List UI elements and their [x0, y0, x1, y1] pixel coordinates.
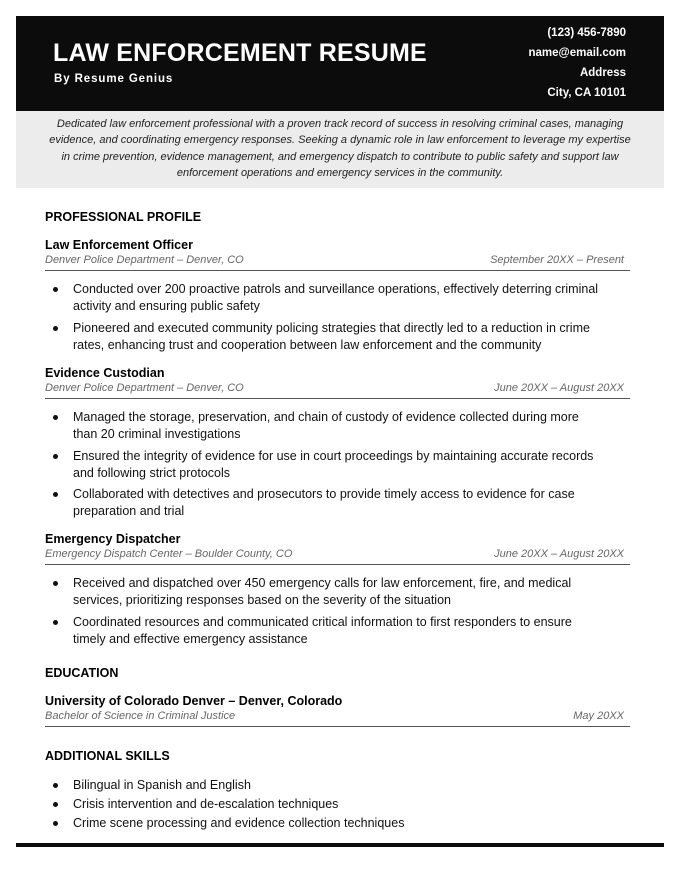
section-heading-profile: PROFESSIONAL PROFILE — [45, 210, 202, 224]
resume-header — [16, 16, 664, 111]
job-bullet-list — [45, 409, 605, 525]
skills-list — [45, 777, 605, 834]
list-item: Bilingual in Spanish and English — [45, 777, 605, 794]
contact-email: name@email.com — [528, 47, 626, 59]
summary-statement: Dedicated law enforcement professional with a proven track record of success in resolving criminal cases, managing evidence, and coordinating emergency responses. Seeking a dynamic role in law enforcement to leverage my expertise in crime prevention, evidence management, and emergency dispatch to contribute to public safety and support law enforcement operations and emergency services in the community. — [16, 111, 664, 188]
job-title: Law Enforcement Officer — [45, 238, 193, 252]
section-heading-skills: ADDITIONAL SKILLS — [45, 749, 170, 763]
job-dates: June 20XX – August 20XX — [494, 382, 624, 394]
list-item: Received and dispatched over 450 emergency calls for law enforcement, fire, and medical services, prioritizing responses based on the severity of the situation — [45, 575, 605, 609]
job-dates: September 20XX – Present — [490, 254, 624, 266]
list-item: Conducted over 200 proactive patrols and surveillance operations, effectively deterring criminal activity and ensuring public safety — [45, 281, 605, 315]
school-name: University of Colorado Denver – Denver, Colorado — [45, 694, 343, 708]
footer-divider — [16, 843, 664, 847]
graduation-date: May 20XX — [573, 710, 624, 722]
resume-title: LAW ENFORCEMENT RESUME — [53, 39, 427, 67]
list-item: Crime scene processing and evidence collection techniques — [45, 815, 605, 832]
list-item: Coordinated resources and communicated critical information to first responders to ensure timely and effective emergency assistance — [45, 614, 605, 648]
job-organization: Denver Police Department – Denver, CO — [45, 382, 244, 394]
job-meta-row — [45, 254, 630, 271]
contact-address: Address — [579, 67, 626, 79]
job-bullet-list — [45, 281, 605, 358]
contact-city: City, CA 10101 — [547, 87, 626, 99]
job-organization: Emergency Dispatch Center – Boulder County, CO — [45, 548, 293, 560]
job-meta-row — [45, 548, 630, 565]
job-meta-row — [45, 382, 630, 399]
resume-byline: By Resume Genius — [54, 73, 174, 85]
job-dates: June 20XX – August 20XX — [494, 548, 624, 560]
contact-phone: (123) 456-7890 — [547, 27, 626, 39]
list-item: Crisis intervention and de-escalation techniques — [45, 796, 605, 813]
list-item: Ensured the integrity of evidence for use in court proceedings by maintaining accurate records and following strict protocols — [45, 448, 605, 482]
list-item: Pioneered and executed community policing strategies that directly led to a reduction in crime rates, enhancing trust and cooperation between law enforcement and the community — [45, 320, 605, 354]
job-title: Emergency Dispatcher — [45, 532, 181, 546]
list-item: Collaborated with detectives and prosecutors to provide timely access to evidence for case preparation and trial — [45, 486, 605, 520]
job-organization: Denver Police Department – Denver, CO — [45, 254, 244, 266]
education-meta-row — [45, 710, 630, 727]
section-heading-education: EDUCATION — [45, 666, 119, 680]
degree: Bachelor of Science in Criminal Justice — [45, 710, 236, 722]
list-item: Managed the storage, preservation, and chain of custody of evidence collected during more than 20 criminal investigations — [45, 409, 605, 443]
job-bullet-list — [45, 575, 605, 652]
job-title: Evidence Custodian — [45, 366, 165, 380]
contact-info — [528, 23, 626, 103]
